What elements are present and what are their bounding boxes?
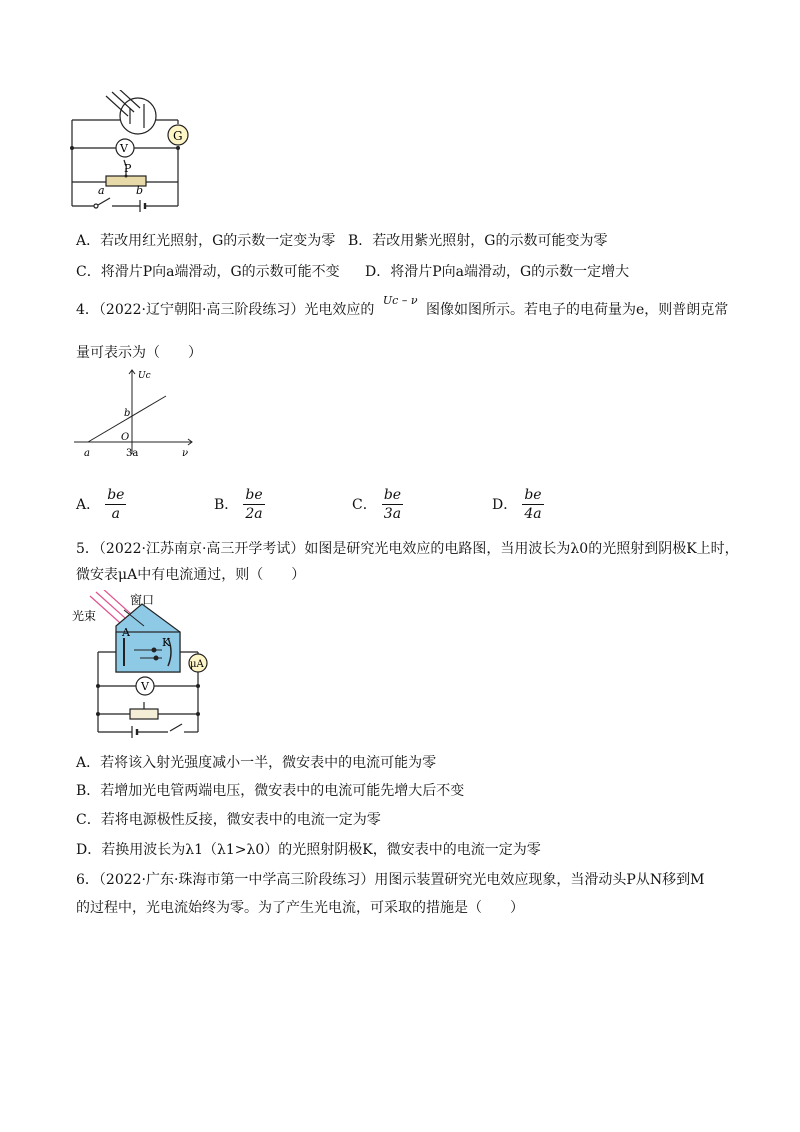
q4-stem-line1 xyxy=(76,294,729,321)
tick-label-a: a xyxy=(84,448,90,459)
axis-label-nu: ν xyxy=(182,448,189,459)
q3-option-d: D．将滑片P向a端滑动，G的示数一定增大 xyxy=(365,264,630,280)
q3-option-c: C．将滑片P向a端滑动，G的示数可能不变 xyxy=(76,264,340,280)
fraction xyxy=(382,486,403,523)
denominator: 3a xyxy=(383,506,402,522)
numerator: be xyxy=(107,487,125,503)
axis-label-uc: Uc xyxy=(138,371,151,381)
beam-label: 光束 xyxy=(72,609,97,623)
denominator: 4a xyxy=(524,506,542,522)
fraction xyxy=(243,486,264,523)
fraction xyxy=(522,486,543,523)
q5-option-d: D．若换用波长为λ1（λ1>λ0）的光照射阴极K，微安表中的电流一定为零 xyxy=(76,842,541,858)
window-label: 窗口 xyxy=(130,593,155,607)
q4-stem-math: Uc – ν xyxy=(382,294,418,307)
q6-stem-line2: 的过程中，光电流始终为零。为了产生光电流，可采取的措施是（ ） xyxy=(76,900,524,916)
q5-option-a: A．若将该入射光强度减小一半，微安表中的电流可能为零 xyxy=(76,755,437,771)
q4-option-d xyxy=(492,486,544,523)
denominator: 2a xyxy=(245,506,263,522)
anode-label: A xyxy=(122,626,130,639)
option-letter: A． xyxy=(76,497,101,513)
galvanometer-label: G xyxy=(173,129,183,143)
resistor-end-b: b xyxy=(136,184,144,197)
resistor-end-a: a xyxy=(98,184,105,197)
numerator: be xyxy=(245,487,263,503)
q5-stem-line1: 5．（2022·江苏南京·高三开学考试）如图是研究光电效应的电路图，当用波长为λ0的光照射到阴极K上时， xyxy=(76,541,739,557)
q5-phototube-circuit xyxy=(70,590,210,738)
slider-label-p: P xyxy=(124,162,132,175)
numerator: be xyxy=(383,487,402,503)
q4-option-a xyxy=(76,486,126,523)
q3-option-a: A．若改用红光照射，G的示数一定变为零 xyxy=(76,233,336,249)
fraction xyxy=(105,486,126,523)
origin-label: O xyxy=(121,432,130,443)
q4-option-b xyxy=(214,486,265,523)
q6-stem-line1: 6．（2022·广东·珠海市第一中学高三阶段练习）用图示装置研究光电效应现象，当滑动头P从N移到M xyxy=(76,872,705,888)
q3-circuit-diagram xyxy=(60,90,200,220)
q4-uc-v-graph xyxy=(70,366,200,462)
tick-label-3a: 3a xyxy=(126,448,139,459)
cathode-label: K xyxy=(162,636,171,649)
intercept-label-b: b xyxy=(124,408,131,419)
q4-option-c xyxy=(352,486,403,523)
q4-stem-prefix: 4．（2022·辽宁朝阳·高三阶段练习）光电效应的 xyxy=(76,302,375,318)
q4-stem-line2: 量可表示为（ ） xyxy=(76,345,202,361)
microammeter-label: μA xyxy=(190,659,204,670)
numerator: be xyxy=(524,487,542,503)
q5-option-c: C．若将电源极性反接，微安表中的电流一定为零 xyxy=(76,812,381,828)
option-letter: C． xyxy=(352,497,377,513)
denominator: a xyxy=(111,506,121,522)
option-letter: B． xyxy=(214,497,239,513)
option-letter: D． xyxy=(492,497,518,513)
q5-stem-line2: 微安表μA中有电流通过，则（ ） xyxy=(76,567,306,583)
voltmeter-label: V xyxy=(141,680,149,693)
q4-stem-suffix: 图像如图所示。若电子的电荷量为e，则普朗克常 xyxy=(425,302,729,318)
voltmeter-label: V xyxy=(120,142,128,155)
q3-option-b: B．若改用紫光照射，G的示数可能变为零 xyxy=(348,233,608,249)
q5-option-b: B．若增加光电管两端电压，微安表中的电流可能先增大后不变 xyxy=(76,783,465,799)
